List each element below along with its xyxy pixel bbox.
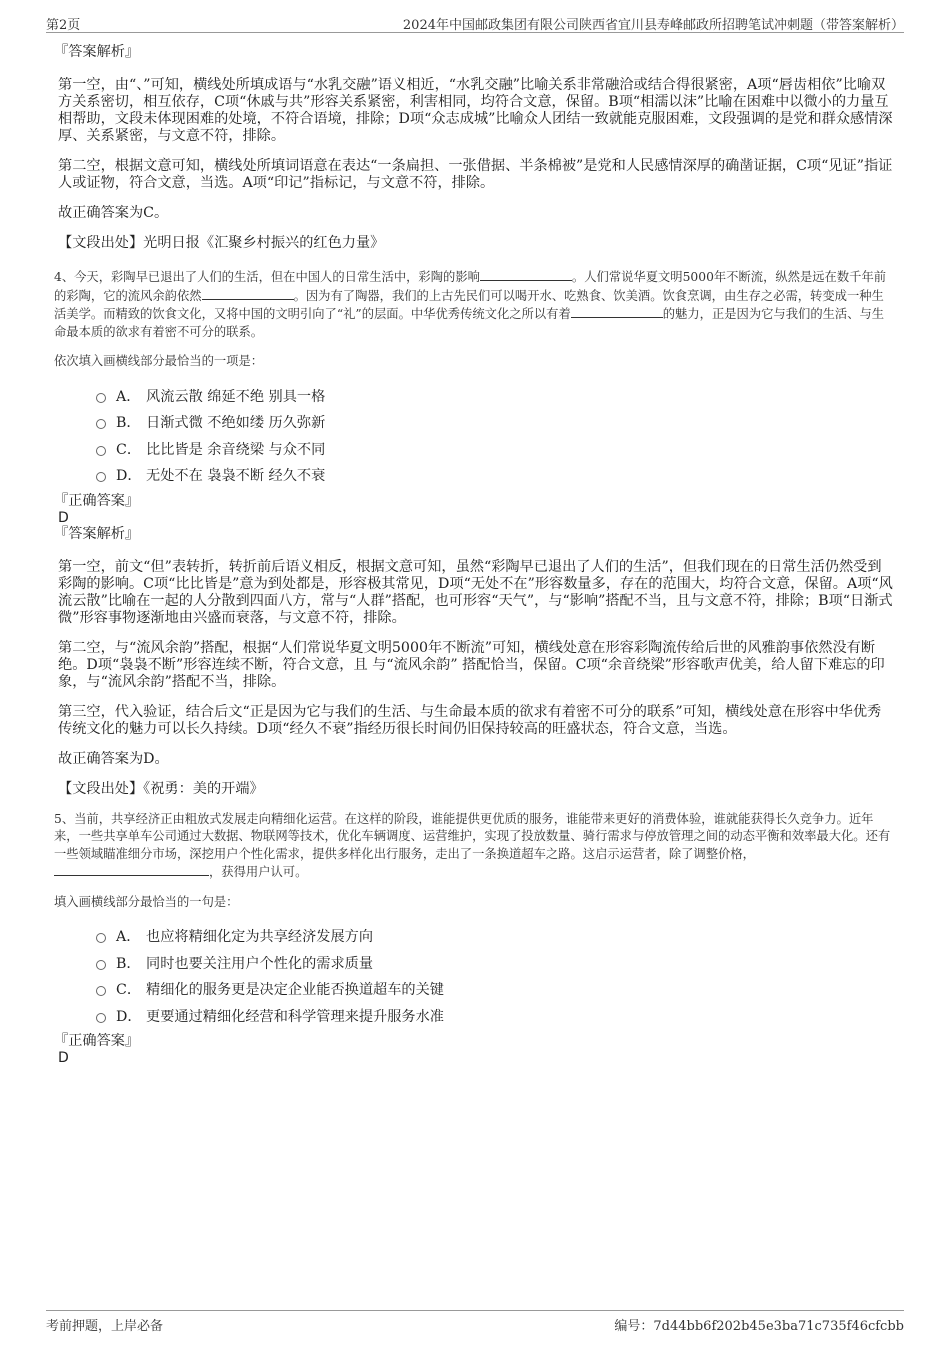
radio-icon[interactable] [96, 933, 106, 943]
q5-options [96, 923, 893, 1029]
q4-stem-part-c: 。因为有了陶器，我们的上古先民们可以喝开水、吃熟食、饮美酒。饮食烹调，由生存之必需，转变成一种生活美学。而精致的饮食文化，又将中国的文明引向了“礼”的层面。中华优秀传统文化之所以有着 [54, 288, 884, 321]
q5-correct-label: 『正确答案』 [54, 1033, 140, 1049]
q4-option-c[interactable] [96, 436, 893, 463]
option-text: 风流云散 绵延不绝 别具一格 [146, 388, 326, 405]
radio-icon[interactable] [96, 393, 106, 403]
q5-option-c[interactable] [96, 976, 893, 1003]
page-content [54, 44, 893, 1066]
radio-icon[interactable] [96, 1013, 106, 1023]
q4-stem [54, 268, 893, 341]
option-text: 也应将精细化定为共享经济发展方向 [146, 929, 374, 946]
option-text: 同时也要关注用户个性化的需求质量 [146, 955, 374, 972]
q4-analysis-label: 『答案解析』 [54, 525, 140, 542]
q5-option-a[interactable] [96, 923, 893, 950]
q4-stem-part-d: 的魅力，正是因为它与我们的生活、与生命最本质的欲求有着密不可分的联系。 [54, 307, 885, 339]
q4-options [96, 383, 893, 489]
q4-instruction: 依次填入画横线部分最恰当的一项是： [54, 354, 264, 368]
q3-conclusion: 故正确答案为C。 [58, 205, 169, 221]
q3-analysis-p2: 第二空，根据文意可知，横线处所填词语意在表达“一条扁担、一张借据、半条棉被”是党和人民感情深厚的确凿证据，C项“见证”指证人或证物，符合文意，当选。A项“印记”指标记，与文意不符，排除。 [58, 158, 893, 191]
document-code: 编号：7d44bb6f202b45e3ba71c735f46cfcbb [614, 1319, 904, 1334]
option-letter: A． [116, 929, 141, 946]
q4-blank-2 [202, 287, 294, 300]
q4-option-b[interactable] [96, 409, 893, 436]
option-letter: D． [116, 1008, 142, 1025]
q4-analysis-p2: 第二空，与“流风余韵”搭配，根据“人们常说华夏文明5000年不断流”可知，横线处意在形容彩陶流传给后世的风雅韵事依然没有断绝。D项“袅袅不断”形容连续不断，符合文意，且 与“流风余韵” 搭配恰当，保留。C项“余音绕梁”形容歌声优美，给人留下难忘的印象，与“流风余韵”搭配不当，排除。 [58, 639, 885, 690]
document-title: 2024年中国邮政集团有限公司陕西省宜川县寿峰邮政所招聘笔试冲刺题（带答案解析） [402, 18, 904, 33]
q4-stem-part-a: 4、今天，彩陶早已退出了人们的生活，但在中国人的日常生活中，彩陶的影响 [54, 270, 480, 284]
option-letter: D． [116, 468, 142, 485]
q4-blank-3 [571, 305, 663, 318]
page-header [46, 12, 904, 33]
q3-source: 【文段出处】光明日报《汇聚乡村振兴的红色力量》 [58, 235, 385, 251]
question-4 [54, 268, 893, 798]
q4-source: 【文段出处】《祝勇：美的开端》 [58, 780, 264, 797]
footer-note: 考前押题，上岸必备 [46, 1319, 164, 1334]
option-letter: A． [116, 388, 141, 405]
q3-analysis [54, 44, 893, 252]
question-5 [54, 811, 893, 1067]
radio-icon[interactable] [96, 960, 106, 970]
option-text: 比比皆是 余音绕梁 与众不同 [146, 441, 326, 458]
option-letter: C． [116, 441, 142, 458]
q3-analysis-label: 『答案解析』 [54, 44, 140, 60]
q5-option-b[interactable] [96, 950, 893, 977]
page-number: 第2页 [46, 18, 81, 33]
option-text: 更要通过精细化经营和科学管理来提升服务水准 [146, 1008, 444, 1025]
q4-analysis-p1: 第一空，前文“但”表转折，转折前后语义相反，根据文意可知，虽然“彩陶早已退出了人们的生活”，但我们现在的日常生活仍然受到彩陶的影响。C项“比比皆是”意为到处都是，形容极其常见，D项“无处不在”形容数量多，存在的范围大，均符合文意，保留。A项“风流云散”比喻在一起的人分散到四面八方，常与“人群”搭配，也可形容“天气”，与“影响”搭配不当，且与文意不符，排除；B项“日渐式微”形容事物逐渐地由兴盛而衰落，与文意不符，排除。 [58, 558, 893, 626]
option-text: 日渐式微 不绝如缕 历久弥新 [146, 415, 326, 432]
radio-icon[interactable] [96, 446, 106, 456]
radio-icon[interactable] [96, 472, 106, 482]
q4-answer: D [58, 509, 69, 526]
page-footer [46, 1310, 904, 1333]
q5-instruction: 填入画横线部分最恰当的一句是： [54, 894, 239, 909]
q4-conclusion: 故正确答案为D。 [58, 750, 169, 767]
option-letter: C． [116, 982, 142, 999]
option-letter: B． [116, 955, 141, 972]
q4-option-d[interactable] [96, 462, 893, 489]
q5-stem [54, 811, 893, 882]
q5-blank [54, 863, 209, 876]
q4-option-a[interactable] [96, 383, 893, 410]
q3-analysis-p1: 第一空，由“、”可知，横线处所填成语与“水乳交融”语义相近，“水乳交融”比喻关系非常融洽或结合得很紧密，A项“唇齿相依”比喻双方关系密切，相互依存，C项“休戚与共”形容关系紧密，利害相同，均符合文意，保留。B项“相濡以沫”比喻在困难中以微小的力量互相帮助，文段未体现困难的处境，不符合语境，排除；D项“众志成城”比喻众人团结一致就能克服困难，文段强调的是党和群众感情深厚、关系紧密，与文意不符，排除。 [58, 77, 893, 144]
radio-icon[interactable] [96, 986, 106, 996]
q4-blank-1 [480, 268, 572, 281]
q5-stem-part-b: ，获得用户认可。 [209, 865, 308, 879]
option-text: 精细化的服务更是决定企业能否换道超车的关键 [146, 982, 444, 999]
q5-answer: D [58, 1050, 69, 1066]
q5-stem-part-a: 5、当前，共享经济正由粗放式发展走向精细化运营。在这样的阶段，谁能提供更优质的服务，谁能带来更好的消费体验，谁就能获得长久竞争力。近年来，一些共享单车公司通过大数据、物联网等技术，优化车辆调度、运营维护，实现了投放数量、骑行需求与停放管理之间的动态平衡和效率最大化。还有一些领域瞄准细分市场，深挖用户个性化需求，提供多样化出行服务，走出了一条换道超车之路。这启示运营者，除了调整价格， [54, 811, 891, 861]
radio-icon[interactable] [96, 419, 106, 429]
option-letter: B． [116, 415, 141, 432]
q4-analysis-p3: 第三空，代入验证，结合后文“正是因为它与我们的生活、与生命最本质的欲求有着密不可分的联系”可知，横线处意在形容中华优秀传统文化的魅力可以长久持续。D项“经久不衰”指经历很长时间仍旧保持较高的旺盛状态，符合文意，当选。 [58, 703, 882, 737]
option-text: 无处不在 袅袅不断 经久不衰 [146, 468, 326, 485]
q5-option-d[interactable] [96, 1003, 893, 1030]
q4-correct-label: 『正确答案』 [54, 492, 140, 509]
q4-stem-part-b: 。人们常说华夏文明5000年不断流，纵然是远在数千年前的彩陶，它的流风余韵依然 [54, 270, 887, 303]
